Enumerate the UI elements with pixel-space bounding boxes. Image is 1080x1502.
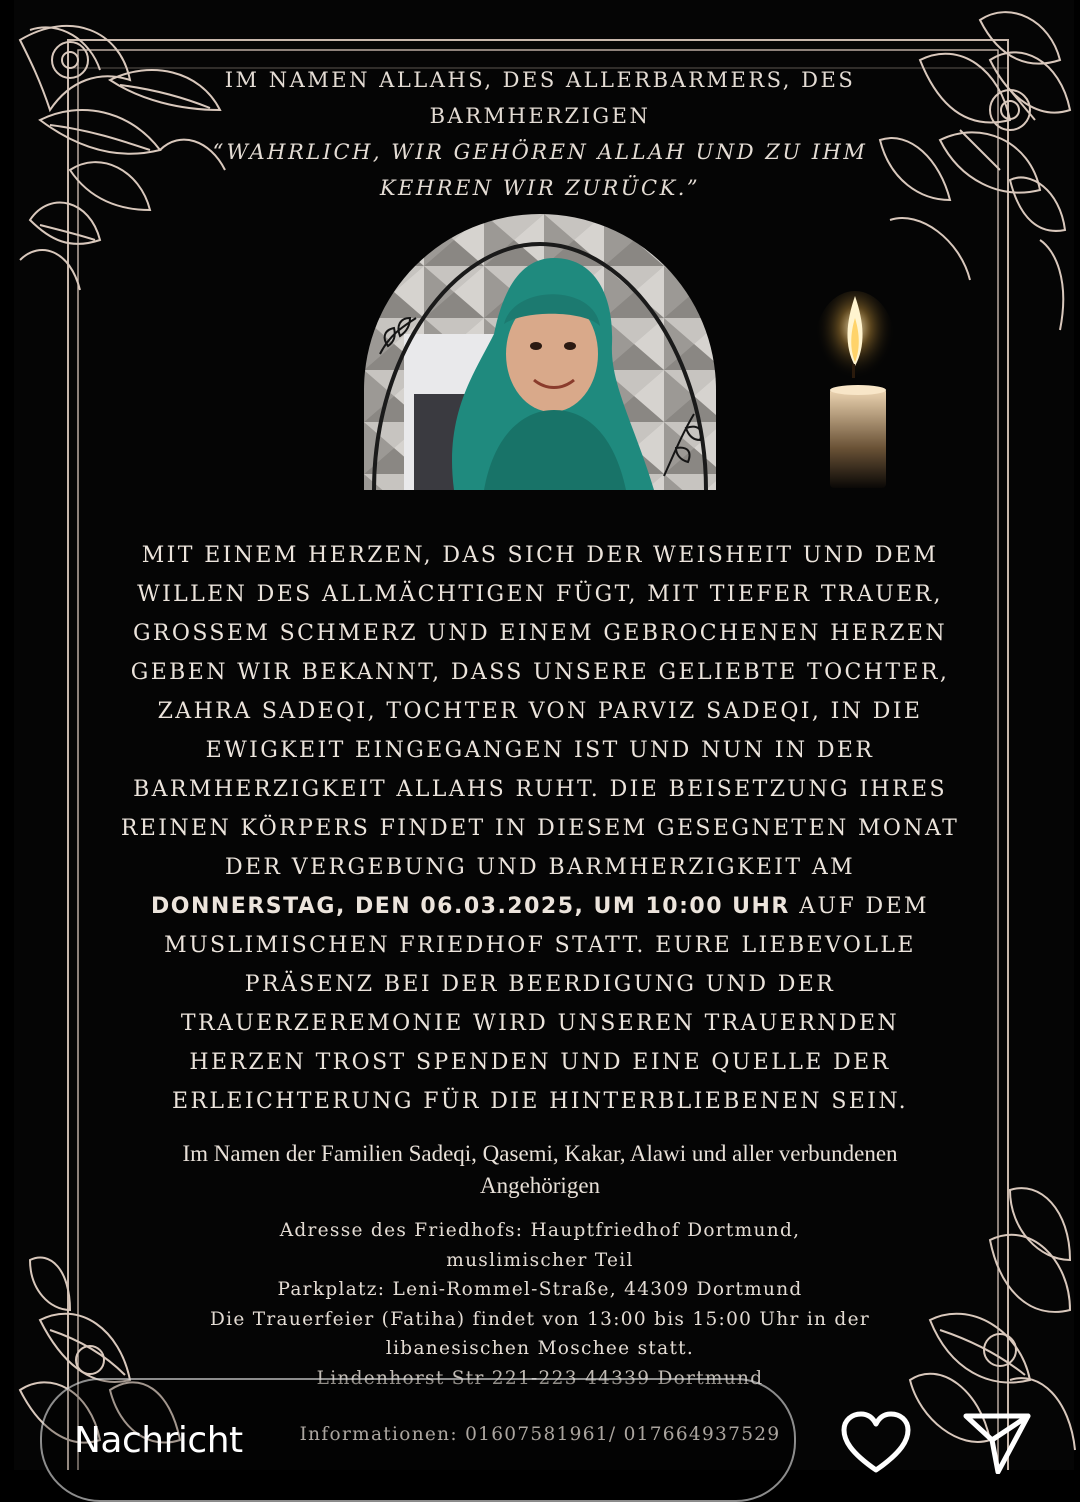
announcement-line: MIT EINEM HERZEN, DAS SICH DER WEISHEIT UND DEM: [141, 543, 939, 568]
heading-line: IM NAMEN ALLAHS, DES ALLERBARMERS, DES: [224, 68, 856, 92]
announcement-line: REINEN KÖRPERS FINDET IN DIESEM GESEGNETEN MONAT: [120, 816, 960, 841]
families-signature: [100, 1138, 980, 1202]
announcement-line: GEBEN WIR BEKANNT, DASS UNSERE GELIEBTE TOCHTER,: [130, 660, 950, 685]
quran-quote: [150, 134, 930, 206]
families-line: Im Namen der Familien Sadeqi, Qasemi, Kakar, Alawi und aller verbundenen: [182, 1141, 898, 1166]
heading-line: BARMHERZIGEN: [429, 104, 651, 128]
details-line: libanesischen Moschee statt.: [385, 1338, 695, 1359]
announcement-line: ZAHRA SADEQI, TOCHTER VON PARVIZ SADEQI, IN DIE: [157, 699, 923, 724]
contact-info: Informationen: 01607581961/ 017664937529: [299, 1424, 781, 1445]
announcement-line: HERZEN TROST SPENDEN UND EINE QUELLE DER: [189, 1050, 891, 1075]
funeral-details: [150, 1216, 930, 1393]
announcement-line: BARMHERZIGKEIT ALLAHS RUHT. DIE BEISETZUNG IHRES: [133, 777, 947, 802]
announcement-line: DER VERGEBUNG UND BARMHERZIGKEIT AM: [224, 855, 856, 880]
details-line: Parkplatz: Leni-Rommel-Straße, 44309 Dortmund: [277, 1279, 803, 1300]
families-line: Angehörigen: [479, 1173, 601, 1198]
announcement-line: GROSSEM SCHMERZ UND EINEM GEBROCHENEN HERZEN: [132, 621, 948, 646]
funeral-date: DONNERSTAG, DEN 06.03.2025, UM 10:00 UHR: [151, 894, 790, 919]
death-announcement: [110, 536, 970, 1121]
reply-placeholder: Nachricht: [74, 1420, 243, 1461]
quote-line: KEHREN WIR ZURÜCK.”: [379, 176, 701, 200]
quote-line: “WAHRLICH, WIR GEHÖREN ALLAH UND ZU IHM: [212, 140, 868, 164]
announcement-line: EWIGKEIT EINGEGANGEN IST UND NUN IN DER: [205, 738, 875, 763]
invocation-heading: [150, 62, 930, 134]
heart-icon[interactable]: [840, 1410, 912, 1474]
announcement-line: MUSLIMISCHEN FRIEDHOF STATT. EURE LIEBEVOLLE: [164, 933, 916, 958]
announcement-line: WILLEN DES ALLMÄCHTIGEN FÜGT, MIT TIEFER TRAUER,: [137, 582, 943, 607]
details-line: Die Trauerfeier (Fatiha) findet von 13:00 bis 15:00 Uhr in der: [210, 1308, 870, 1330]
announcement-line: PRÄSENZ BEI DER BEERDIGUNG UND DER: [244, 972, 836, 997]
funeral-date-suffix: AUF DEM: [789, 894, 929, 919]
candle-icon: [800, 288, 910, 488]
details-line: muslimischer Teil: [446, 1249, 634, 1271]
details-line: Lindenhorst Str 221-223 44339 Dortmund: [316, 1367, 764, 1389]
funeral-date-line: [110, 887, 970, 926]
send-icon[interactable]: [962, 1410, 1032, 1474]
announcement-line: ERLEICHTERUNG FÜR DIE HINTERBLIEBENEN SEIN.: [172, 1089, 908, 1114]
details-line: Adresse des Friedhofs: Hauptfriedhof Dortmund,: [279, 1220, 801, 1241]
announcement-line: TRAUERZEREMONIE WIRD UNSEREN TRAUERNDEN: [180, 1011, 900, 1036]
